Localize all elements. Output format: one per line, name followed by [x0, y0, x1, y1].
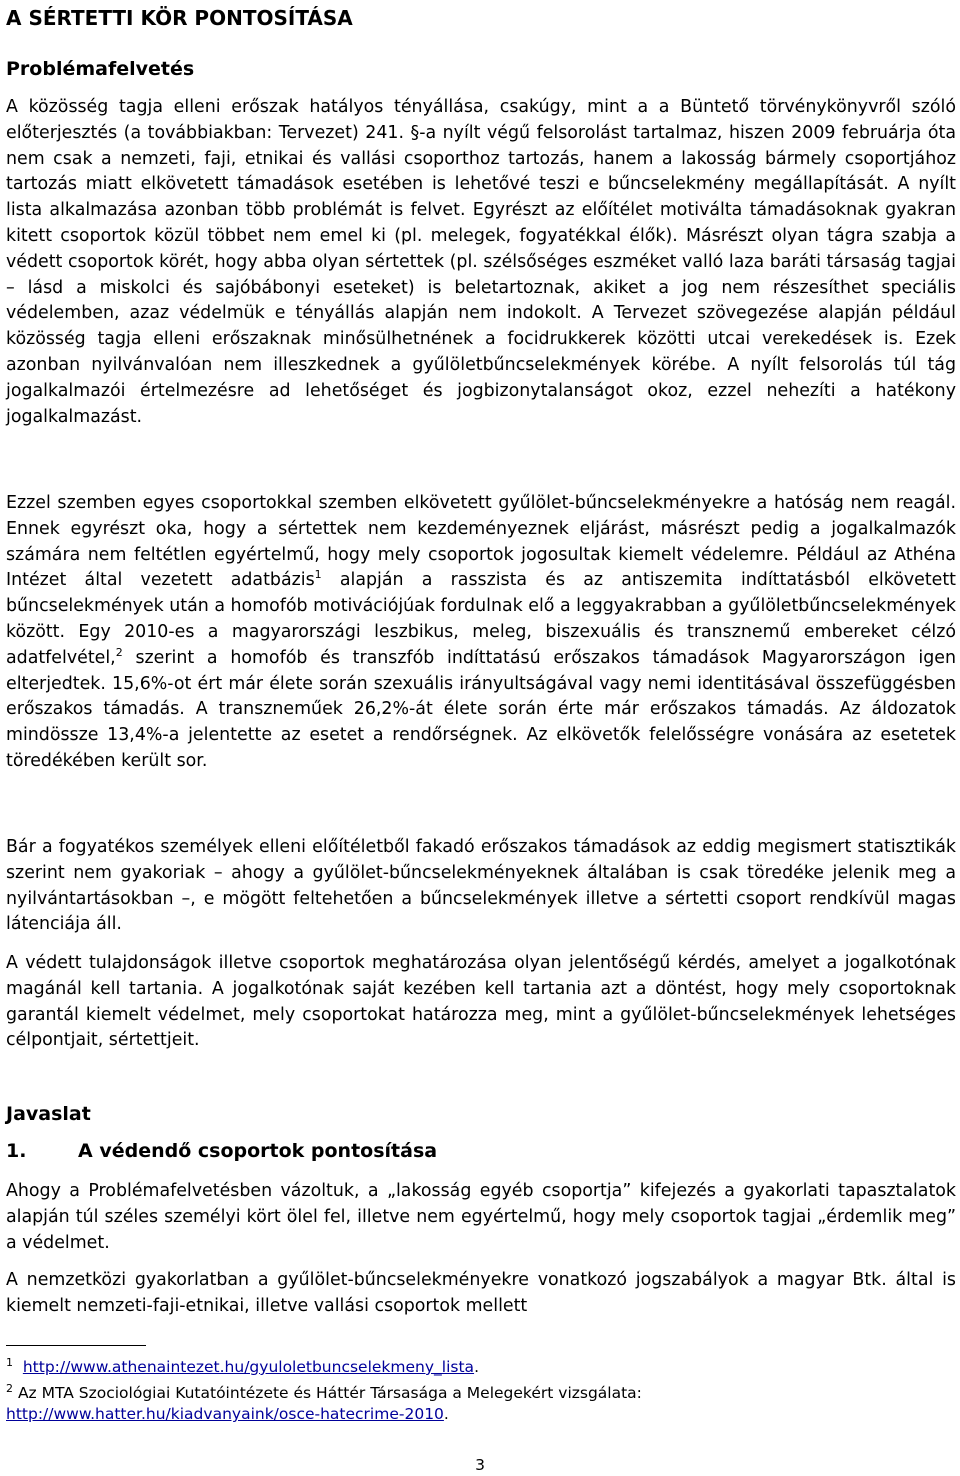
- section-heading-problem: Problémafelvetés: [6, 58, 195, 80]
- paragraph-4: [6, 951, 956, 1054]
- paragraph-1: [6, 95, 956, 430]
- paragraph-4-text: A védett tulajdonságok illetve csoportok meghatározása olyan jelentőségű kérdés, amelyet a jogalkotónak magánál kell tartania. A jogalkotónak saját kezében kell tartania azt a döntést, hogy mely csoportoknak garantál kiemelt védelmet, mely csoportokat határozza meg, mint a gyűlölet-bűncselekmények lehetséges célpontjait, sértettjeit.: [6, 953, 956, 1051]
- footnote-1-mark: 1: [6, 1356, 13, 1369]
- numbered-heading-number: 1.: [6, 1140, 27, 1162]
- footnote-1-suffix: .: [474, 1358, 479, 1377]
- footnote-2-text: Az MTA Szociológiai Kutatóintézete és Háttér Társasága a Melegekért vizsgálata:: [17, 1384, 642, 1403]
- footnote-1-link[interactable]: http://www.athenaintezet.hu/gyuloletbuncselekmeny_lista: [22, 1358, 475, 1377]
- footnote-2-mark: 2: [6, 1382, 13, 1396]
- paragraph-5: Ahogy a Problémafelvetésben vázoltuk, a „lakosság egyéb csoportja” kifejezés a gyakorlati tapasztalatok alapján túl széles személyi kört ölel fel, illetve nem egyértelmű, hogy mely csoportok tagjai „érdemlik meg” a védelmet.: [6, 1181, 956, 1253]
- numbered-heading-text: A védendő csoportok pontosítása: [78, 1140, 438, 1162]
- section-heading-proposal: Javaslat: [6, 1103, 91, 1125]
- paragraph-3-text: Bár a fogyatékos személyek elleni előítéletből fakadó erőszakos támadások az eddig megismert statisztikák szerint nem gyakoriak – ahogy a gyűlölet-bűncselekményeknek általában is csak töredéke jelenik meg a nyilvántartásokban –, e mögött feltehetően a bűncselekmények illetve a sértetti csoport rendkívül magas látenciája áll.: [6, 837, 956, 935]
- footnote-2: [6, 1378, 956, 1425]
- footnote-separator: [6, 1345, 146, 1346]
- footnote-1: [6, 1352, 956, 1378]
- page-number: 3: [475, 1456, 485, 1474]
- paragraph-2: [6, 491, 956, 775]
- paragraph-6: A nemzetközi gyakorlatban a gyűlölet-bűncselekményekre vonatkozó jogszabályok a magyar Btk. által is kiemelt nemzeti-faji-etnikai, illetve vallási csoportok mellett: [6, 1270, 956, 1316]
- footnotes: [6, 1352, 956, 1425]
- footnote-2-suffix: .: [443, 1405, 449, 1424]
- paragraph-3: [6, 835, 956, 938]
- document-title: A SÉRTETTI KÖR PONTOSÍTÁSA: [6, 6, 353, 30]
- footnote-2-link[interactable]: http://www.hatter.hu/kiadvanyaink/osce-hatecrime-2010: [6, 1405, 444, 1424]
- numbered-heading: [6, 1140, 437, 1162]
- footnote-ref-2[interactable]: 2: [115, 645, 123, 659]
- paragraph-1-text: A közösség tagja elleni erőszak hatályos tényállása, csakúgy, mint a a Büntető törvénykönyvről szóló előterjesztés (a továbbiakban: Tervezet) 241. §-a nyílt végű felsorolást tartalmaz, hiszen 2009 februárja óta nem csak a nemzeti, faji, etnikai és vallási csoporthoz tartozás, hanem a lakosság bármely csoportjához tartozás miatt elkövetett támadások esetében is lehetővé teszi e bűncselekmény megállapítását. A nyílt lista alkalmazása azonban több problémát is felvet. Egyrészt az előítélet motiválta támadásoknak gyakran kitett csoportok közül többet nem emel ki (pl. melegek, fogyatékkal élők). Másrészt olyan tágra szabja a védett csoportok körét, hogy abba olyan sértettek (pl. szélsőséges eszméket valló laza baráti társaság tagjai – lásd a miskolci és sajóbábonyi eseteket) is beletartoznak, akiket a jog nem részesíthet speciális védelemben, azaz védelmük e tényállás alapján nem indokolt. A Tervezet szövegezése alapján például közösség tagja elleni erőszaknak minősülhetnének a focidrukkerek közötti utcai verekedések is. Ezek azonban nyilvánvalóan nem illeszkednek a gyűlöletbűncselekmények körébe. A nyílt felsorolás túl tág jogalkalmazói értelmezésre ad lehetőséget és jogbizonytalanságot okoz, ezzel nehezíti a hatékony jogalkalmazást.: [6, 97, 956, 427]
- footnote-ref-1[interactable]: 1: [314, 568, 322, 582]
- paragraph-2-text-c: szerint a homofób és transzfób indíttatású erőszakos támadások Magyarországon igen elterjedtek. 15,6%-ot ért már élete során szexuális irányultságával vagy nemi identitásával összefüggésben erőszakos támadás. A transzneműek 26,2%-át élete során érte már erőszakos támadás. Az áldozatok mindössze 13,4%-a jelentette az esetet a rendőrségnek. Az elkövetők felelősségre vonására az esetetek töredékében került sor.: [6, 647, 956, 771]
- paragraph-2-text-b: alapján a rasszista és az antiszemita indíttatásból elkövetett bűncselekmények után a homofób motivációjúak fordulnak elő a leggyakrabban a gyűlöletbűncselekmények között. Egy 2010-es a magyarországi leszbikus, meleg, biszexuális és transznemű embereket célzó adatfelvétel,: [6, 570, 957, 668]
- paragraph-2-text-a: Ezzel szemben egyes csoportokkal szemben elkövetett gyűlölet-bűncselekményekre a hatóság nem reagál. Ennek egyrészt oka, hogy a sértettek nem kezdeményeznek eljárást, másrészt pedig a jogalkalmazók számára nem feltétlen egyértelmű, hogy mely csoportok jogosultak kiemelt védelemre. Például az Athéna Intézet által vezetett adatbázis: [6, 493, 956, 591]
